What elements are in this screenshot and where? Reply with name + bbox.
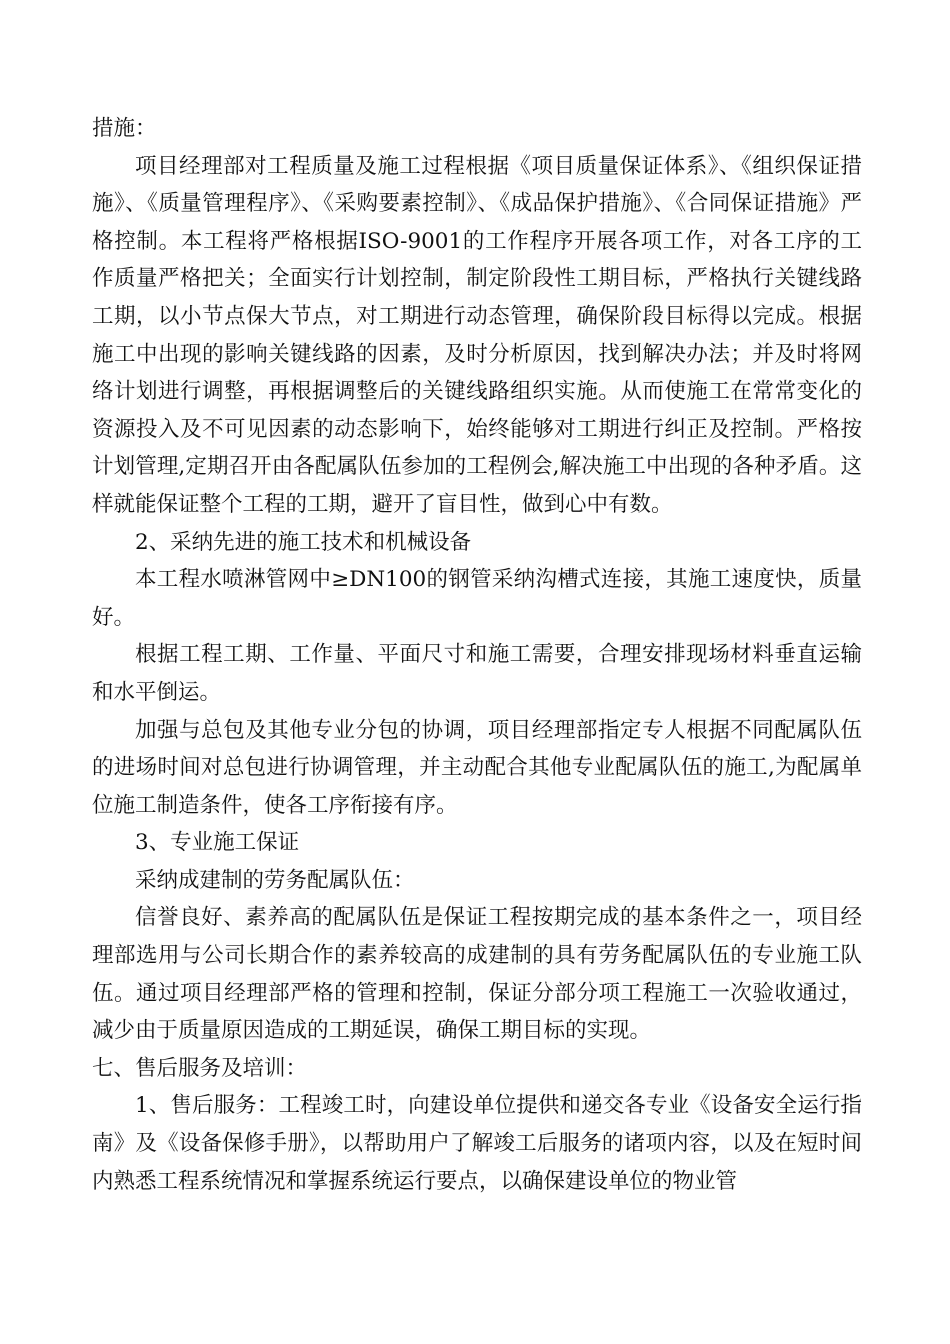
paragraph-quality-control: 项目经理部对工程质量及施工过程根据《项目质量保证体系》、《组织保证措施》、《质量管理程序》、《采购要素控制》、《成品保护措施》、《合同保证措施》严格控制。本工程将严格根据ISO-9001的工作程序开展各项工作，对各工序的工作质量严格把关；全面实行计划控制，制定阶段性工期目标，严格执行关键线路工期，以小节点保大节点，对工期进行动态管理，确保阶段目标得以完成。根据施工中出现的影响关键线路的因素，及时分析原因，找到解决办法；并及时将网络计划进行调整，再根据调整后的关键线路组织实施。从而使施工在常常变化的资源投入及不可见因素的动态影响下，始终能够对工期进行纠正及控制。严格按计划管理,定期召开由各配属队伍参加的工程例会,解决施工中出现的各种矛盾。这样就能保证整个工程的工期，避开了盲目性，做到心中有数。: [92, 153, 862, 517]
paragraph-material-transport: 根据工程工期、工作量、平面尺寸和施工需要，合理安排现场材料垂直运输和水平倒运。: [92, 642, 862, 705]
paragraph-labor-teams: 采纳成建制的劳务配属队伍：: [135, 867, 415, 893]
paragraph-after-sales-service: 1、售后服务：工程竣工时，向建设单位提供和递交各专业《设备安全运行指南》及《设备保修手册》，以帮助用户了解竣工后服务的诸项内容，以及在短时间内熟悉工程系统情况和掌握系统运行要点，以确保建设单位的物业管: [92, 1093, 862, 1194]
section-heading-after-sales: 七、售后服务及培训：: [92, 1055, 308, 1081]
paragraph-coordination: 加强与总包及其他专业分包的协调，项目经理部指定专人根据不同配属队伍的进场时间对总包进行协调管理，并主动配合其他专业配属队伍的施工,为配属单位施工制造条件，使各工序衔接有序。: [92, 717, 862, 818]
document-body: [92, 110, 862, 1200]
paragraph-team-selection: 信誉良好、素养高的配属队伍是保证工程按期完成的基本条件之一，项目经理部选用与公司长期合作的素养较高的成建制的具有劳务配属队伍的专业施工队伍。通过项目经理部严格的管理和控制，保证分部分项工程施工一次验收通过，减少由于质量原因造成的工期延误，确保工期目标的实现。: [92, 905, 862, 1044]
paragraph-measures-heading: 措施：: [92, 116, 157, 141]
section-heading-advanced-technology: 2、采纳先进的施工技术和机械设备: [135, 529, 472, 555]
section-heading-professional-construction: 3、专业施工保证: [135, 830, 300, 856]
paragraph-groove-connection: 本工程水喷淋管网中≥DN100的钢管采纳沟槽式连接，其施工速度快，质量好。: [92, 567, 862, 630]
